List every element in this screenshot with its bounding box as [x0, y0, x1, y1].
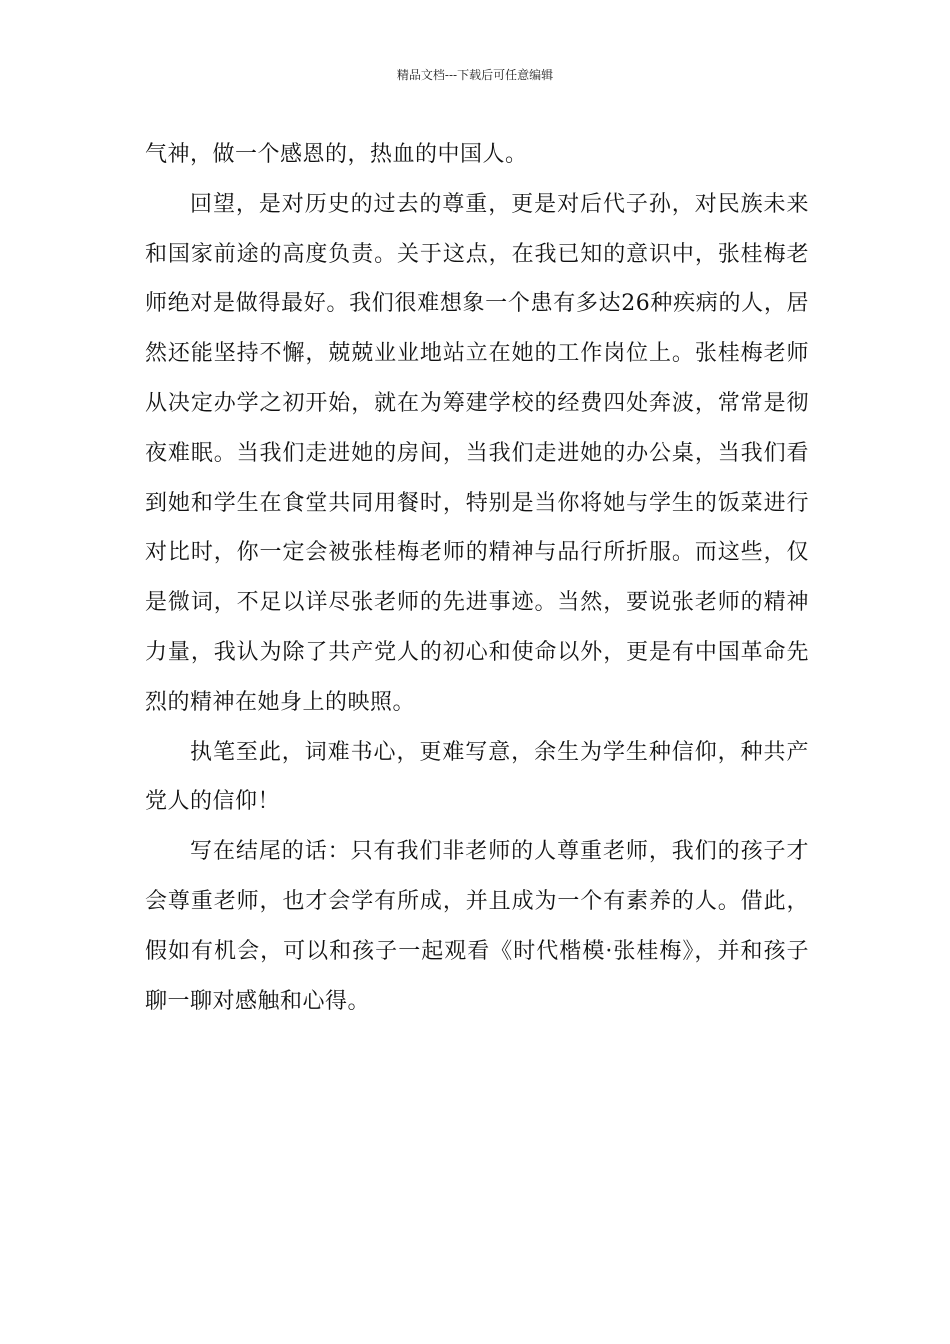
page-header: 精品文档---下载后可任意编辑 — [396, 68, 554, 82]
paragraph-closing-words: 写在结尾的话：只有我们非老师的人尊重老师，我们的孩子才会尊重老师，也才会学有所成，并且成为一个有素养的人。借此，假如有机会，可以和孩子一起观看《时代楷模·张桂梅》，并和孩子聊一聊对感触和心得。 — [145, 839, 809, 1014]
paragraph-retrospect: 回望，是对历史的过去的尊重，更是对后代子孙，对民族未来和国家前途的高度负责。关于这点，在我已知的意识中，张桂梅老师绝对是做得最好。我们很难想象一个患有多达26种疾病的人，居然还能坚持不懈，兢兢业业地站立在她的工作岗位上。张桂梅老师从决定办学之初开始，就在为筹建学校的经费四处奔波，常常是彻夜难眠。当我们走进她的房间，当我们走进她的办公桌，当我们看到她和学生在食堂共同用餐时，特别是当你将她与学生的饭菜进行对比时，你一定会被张桂梅老师的精神与品行所折服。而这些，仅是微词，不足以详尽张老师的先进事迹。当然，要说张老师的精神力量，我认为除了共产党人的初心和使命以外，更是有中国革命先烈的精神在她身上的映照。 — [145, 191, 809, 715]
paragraph-writing-conclusion: 执笔至此，词难书心，更难写意，余生为学生种信仰，种共产党人的信仰！ — [145, 739, 809, 815]
paragraph-continuation: 气神，做一个感恩的，热血的中国人。 — [145, 142, 528, 167]
document-body — [145, 130, 809, 1026]
